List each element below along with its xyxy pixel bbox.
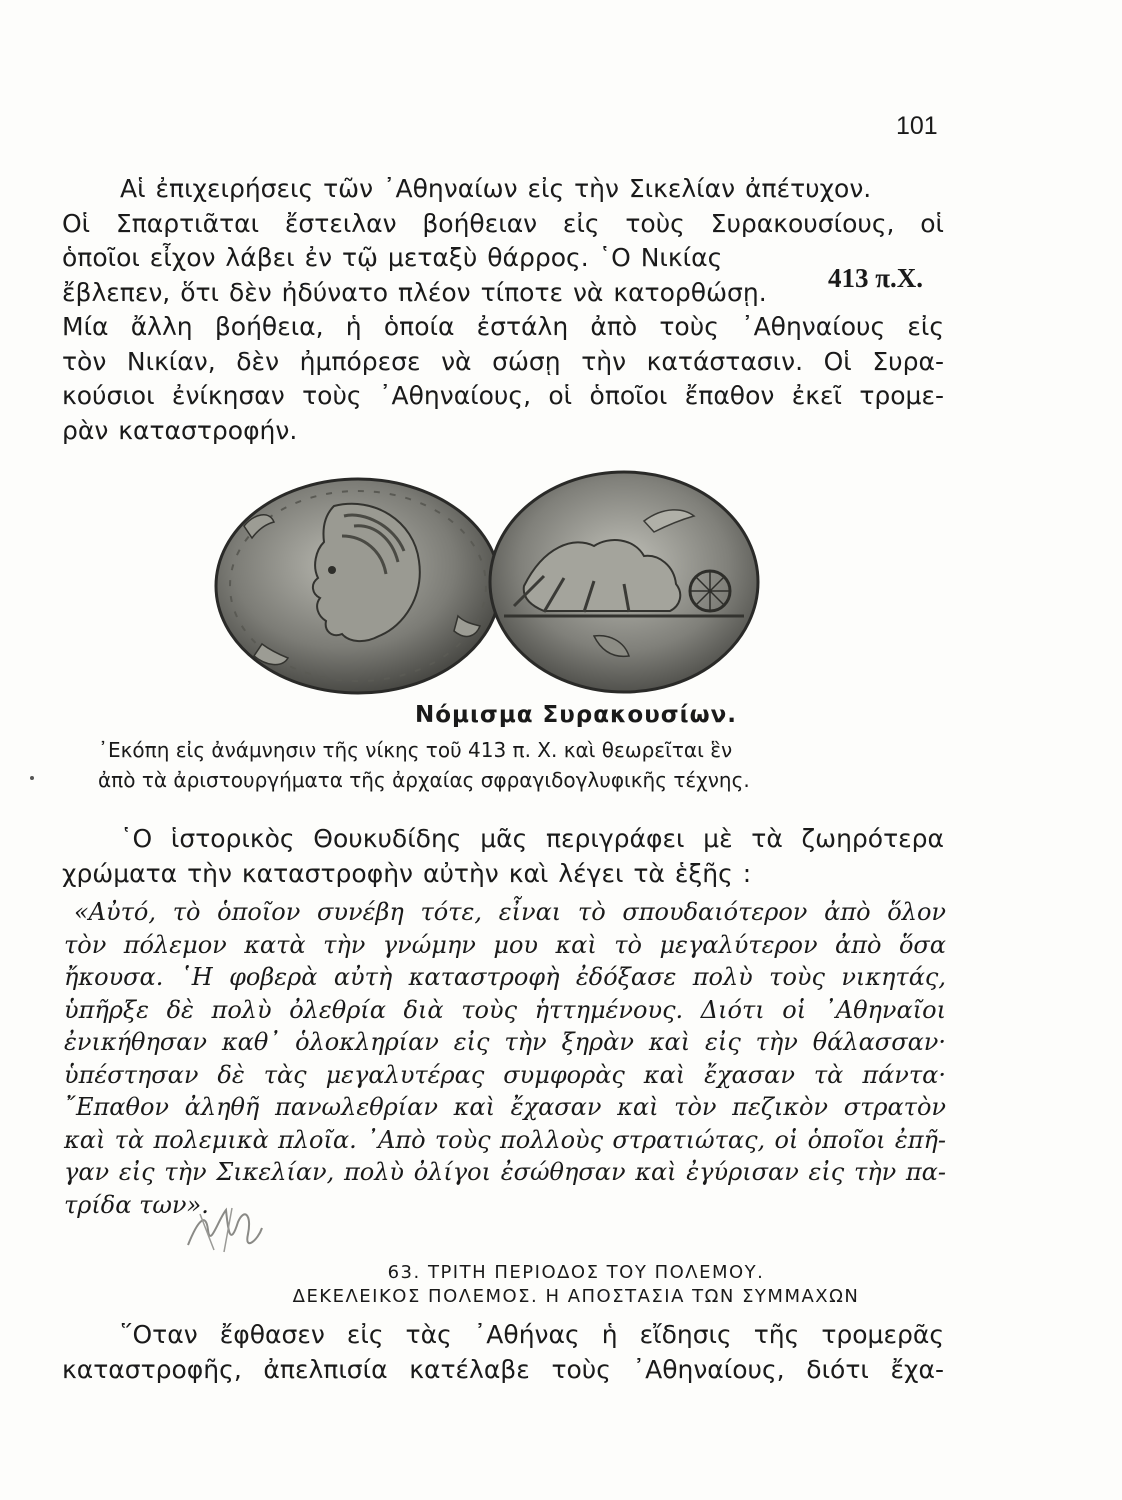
text-line: ρὰν καταστροφήν. <box>62 415 298 445</box>
text-line: ῞Οταν ἔφθασεν εἰς τὰς ᾿Αθήνας ἡ εἴδησις τῆς τρομερᾶς <box>120 1320 944 1349</box>
side-date-note: 413 π.Χ. <box>828 263 924 293</box>
quote-line: ῎Επαθον ἀληθῆ πανωλεθρίαν καὶ ἔχασαν καὶ τὸν πεζικὸν στρατὸν <box>64 1093 946 1121</box>
quote-line: «Αὐτό, τὸ ὁποῖον συνέβη τότε, εἶναι τὸ σπουδαιότερον ἀπὸ ὅλον <box>74 898 946 926</box>
handwritten-mark <box>178 1200 268 1260</box>
section-heading-line-2: ΔΕΚΕΛΕΙΚΟΣ ΠΟΛΕΜΟΣ. Η ΑΠΟΣΤΑΣΙΑ ΤΩΝ ΣΥΜΜΑΧΩΝ <box>292 1286 860 1307</box>
quote-line: ἐνικήθησαν καθ᾿ ὁλοκληρίαν εἰς τὴν ξηρὰν καὶ εἰς τὴν θάλασσαν· <box>64 1028 946 1056</box>
paragraph-news-reaches-athens <box>62 1318 944 1387</box>
text-line: ἔβλεπεν, ὅτι δὲν ἠδύνατο πλέον τίποτε νὰ κατορθώσῃ. <box>62 277 767 307</box>
figure-caption-line-2: ἀπὸ τὰ ἀριστουργήματα τῆς ἀρχαίας σφραγιδογλυφικῆς τέχνης. <box>98 768 750 792</box>
paragraph-thucydides-intro <box>62 822 944 891</box>
text-line: ῾Ο ἱστορικὸς Θουκυδίδης μᾶς περιγράφει μὲ τὰ ζωηρότερα <box>120 824 944 853</box>
thucydides-quote <box>64 896 946 1221</box>
quote-line: ὑπῆρξε δὲ πολὺ ὀλεθρία διὰ τοὺς ἡττημένους. Διότι οἱ ᾿Αθηναῖοι <box>64 995 946 1024</box>
text-line: Μία ἄλλη βοήθεια, ἡ ὁποία ἐστάλη ἀπὸ τοὺς ᾿Αθηναίους εἰς <box>62 312 944 341</box>
syracusan-coin-illustration <box>214 466 774 696</box>
coin-obverse-head <box>216 479 500 693</box>
quote-line: καὶ τὰ πολεμικὰ πλοῖα. ᾿Απὸ τοὺς πολλοὺς στρατιώτας, οἱ ὁποῖοι ἐπῆ- <box>64 1125 946 1154</box>
coin-reverse-chariot <box>490 472 758 692</box>
text-line: κούσιοι ἐνίκησαν τοὺς ᾿Αθηναίους, οἱ ὁποῖοι ἔπαθον ἐκεῖ τρομε- <box>62 381 944 410</box>
margin-dot <box>30 776 34 780</box>
quote-line: ἤκουσα. ῾Η φοβερὰ αὐτὴ καταστροφὴ ἐδόξασε πολὺ τοὺς νικητάς, <box>64 963 946 991</box>
paragraph-sicily-expedition <box>62 172 944 448</box>
quote-line: τρίδα των». <box>64 1190 209 1219</box>
text-line: τὸν Νικίαν, δὲν ἠμπόρεσε νὰ σώσῃ τὴν κατάστασιν. Οἱ Συρα- <box>62 346 944 376</box>
text-line: χρώματα τὴν καταστροφὴν αὐτὴν καὶ λέγει τὰ ἑξῆς : <box>62 858 752 888</box>
text-line: Αἱ ἐπιχειρήσεις τῶν ᾿Αθηναίων εἰς τὴν Σικελίαν ἀπέτυχον. <box>120 174 872 203</box>
text-line: Οἱ Σπαρτιᾶται ἔστειλαν βοήθειαν εἰς τοὺς Συρακουσίους, οἱ <box>62 208 944 238</box>
quote-line: τὸν πόλεμον κατὰ τὴν γνώμην μου καὶ τὸ μεγαλύτερον ἀπὸ ὅσα <box>64 930 946 959</box>
figure-caption-line-1: ᾿Εκόπη εἰς ἀνάμνησιν τῆς νίκης τοῦ 413 π. Χ. καὶ θεωρεῖται ἓν <box>98 738 733 762</box>
section-heading-line-1: 63. ΤΡΙΤΗ ΠΕΡΙΟΔΟΣ ΤΟΥ ΠΟΛΕΜΟΥ. <box>387 1262 765 1283</box>
quote-line: γαν εἰς τὴν Σικελίαν, πολὺ ὀλίγοι ἐσώθησαν καὶ ἐγύρισαν εἰς τὴν πα- <box>64 1158 946 1186</box>
text-line: καταστροφῆς, ἀπελπισία κατέλαβε τοὺς ᾿Αθηναίους, διότι ἔχα- <box>62 1354 944 1384</box>
text-line: ὁποῖοι εἶχον λάβει ἐν τῷ μεταξὺ θάρρος. ῾Ο Νικίας <box>62 243 723 272</box>
quote-line: ὑπέστησαν δὲ τὰς μεγαλυτέρας συμφορὰς καὶ ἔχασαν τὰ πάντα· <box>64 1060 946 1089</box>
page-number: 101 <box>896 112 938 140</box>
figure-title: Νόμισμα Συρακουσίων. <box>414 702 738 728</box>
